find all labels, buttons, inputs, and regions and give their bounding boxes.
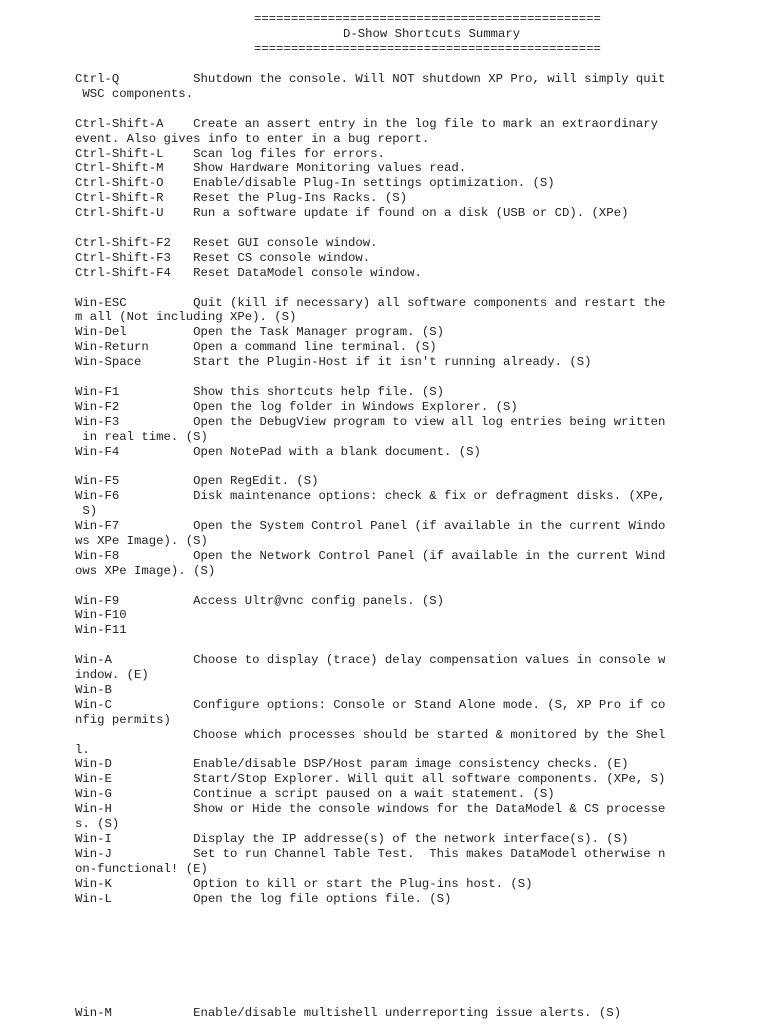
shortcut-line: Win-L Open the log file options file. (S)	[75, 891, 452, 906]
shortcut-line: Ctrl-Shift-R Reset the Plug-Ins Racks. (S)	[75, 191, 408, 206]
shortcut-line: s. (S)	[75, 817, 120, 831]
document-title: D-Show Shortcuts Summary	[343, 27, 521, 41]
shortcut-line: Ctrl-Shift-F3 Reset CS console window.	[75, 250, 371, 265]
shortcut-line: Ctrl-Shift-O Enable/disable Plug-In settings optimization. (S)	[75, 176, 555, 191]
shortcut-line: Win-K Option to kill or start the Plug-ins host. (S)	[75, 876, 533, 891]
shortcut-line-win-m: Win-M Enable/disable multishell underreporting issue alerts. (S)	[75, 1006, 622, 1020]
shortcut-line: Win-F8 Open the Network Control Panel (if available in the current Wind	[75, 548, 666, 563]
shortcut-line: Win-F2 Open the log folder in Windows Explorer. (S)	[75, 399, 518, 414]
shortcut-line: on-functional! (E)	[75, 861, 208, 876]
shortcut-line: Win-B	[75, 682, 112, 697]
shortcut-line: Ctrl-Shift-L Scan log files for errors.	[75, 146, 385, 161]
shortcut-line: Win-F3 Open the DebugView program to view all log entries being written	[75, 414, 666, 429]
shortcut-line: S)	[75, 504, 98, 519]
shortcut-line: Win-E Start/Stop Explorer. Will quit all software components. (XPe, S)	[75, 772, 666, 787]
shortcut-line: event. Also gives info to enter in a bug report.	[75, 131, 430, 146]
shortcut-line: Ctrl-Shift-F4 Reset DataModel console window.	[75, 265, 422, 280]
shortcut-line: m all (Not including XPe). (S)	[75, 310, 297, 325]
shortcut-line: Win-A Choose to display (trace) delay compensation values in console w	[75, 653, 666, 668]
shortcut-line: Win-D Enable/disable DSP/Host param image consistency checks. (E)	[75, 757, 629, 772]
shortcut-line: Win-F7 Open the System Control Panel (if available in the current Windo	[75, 519, 666, 533]
shortcut-line: ws XPe Image). (S)	[75, 533, 208, 548]
shortcut-line: Win-F4 Open NotePad with a blank document. (S)	[75, 444, 481, 459]
header-rule-top: ===============================================	[254, 12, 601, 26]
shortcut-line: Ctrl-Shift-A Create an assert entry in the log file to mark an extraordinary	[75, 116, 658, 131]
shortcut-line: Win-Return Open a command line terminal. (S)	[75, 340, 437, 355]
shortcut-line: Win-ESC Quit (kill if necessary) all software components and restart the	[75, 295, 666, 310]
shortcut-line: l.	[75, 742, 90, 757]
shortcut-line: Win-Del Open the Task Manager program. (S)	[75, 325, 444, 340]
shortcut-line: Ctrl-Shift-U Run a software update if found on a disk (USB or CD). (XPe)	[75, 206, 629, 221]
shortcut-line: Win-F10	[75, 608, 127, 623]
shortcut-line: Win-J Set to run Channel Table Test. This makes DataModel otherwise n	[75, 846, 666, 861]
shortcut-line: Win-G Continue a script paused on a wait statement. (S)	[75, 787, 555, 802]
shortcut-line: ows XPe Image). (S)	[75, 563, 216, 578]
shortcut-line: indow. (E)	[75, 668, 149, 682]
shortcut-line: Win-Space Start the Plugin-Host if it isn't running already. (S)	[75, 355, 592, 370]
shortcut-line: Win-F1 Show this shortcuts help file. (S)	[75, 384, 444, 399]
shortcut-line: Win-F11	[75, 623, 127, 638]
shortcut-line: Ctrl-Shift-F2 Reset GUI console window.	[75, 235, 378, 250]
shortcut-line: Ctrl-Q Shutdown the console. Will NOT shutdown XP Pro, will simply quit	[75, 72, 666, 86]
shortcut-line: nfig permits)	[75, 712, 171, 727]
shortcut-line: Win-F6 Disk maintenance options: check & fix or defragment disks. (XPe,	[75, 489, 666, 504]
shortcut-line: WSC components.	[75, 86, 194, 101]
shortcut-line: Win-F9 Access Ultr@vnc config panels. (S)	[75, 593, 444, 608]
shortcut-line: Win-C Configure options: Console or Stand Alone mode. (S, XP Pro if co	[75, 697, 666, 712]
shortcut-line: Choose which processes should be started & monitored by the Shel	[75, 727, 666, 742]
shortcut-line: Ctrl-Shift-M Show Hardware Monitoring values read.	[75, 161, 467, 176]
shortcut-line: Win-I Display the IP addresse(s) of the network interface(s). (S)	[75, 831, 629, 846]
header-rule-bottom: ===============================================	[254, 42, 601, 56]
shortcut-line: Win-H Show or Hide the console windows for the DataModel & CS processe	[75, 802, 666, 817]
shortcut-line: Win-F5 Open RegEdit. (S)	[75, 474, 319, 489]
shortcut-line: in real time. (S)	[75, 429, 208, 444]
